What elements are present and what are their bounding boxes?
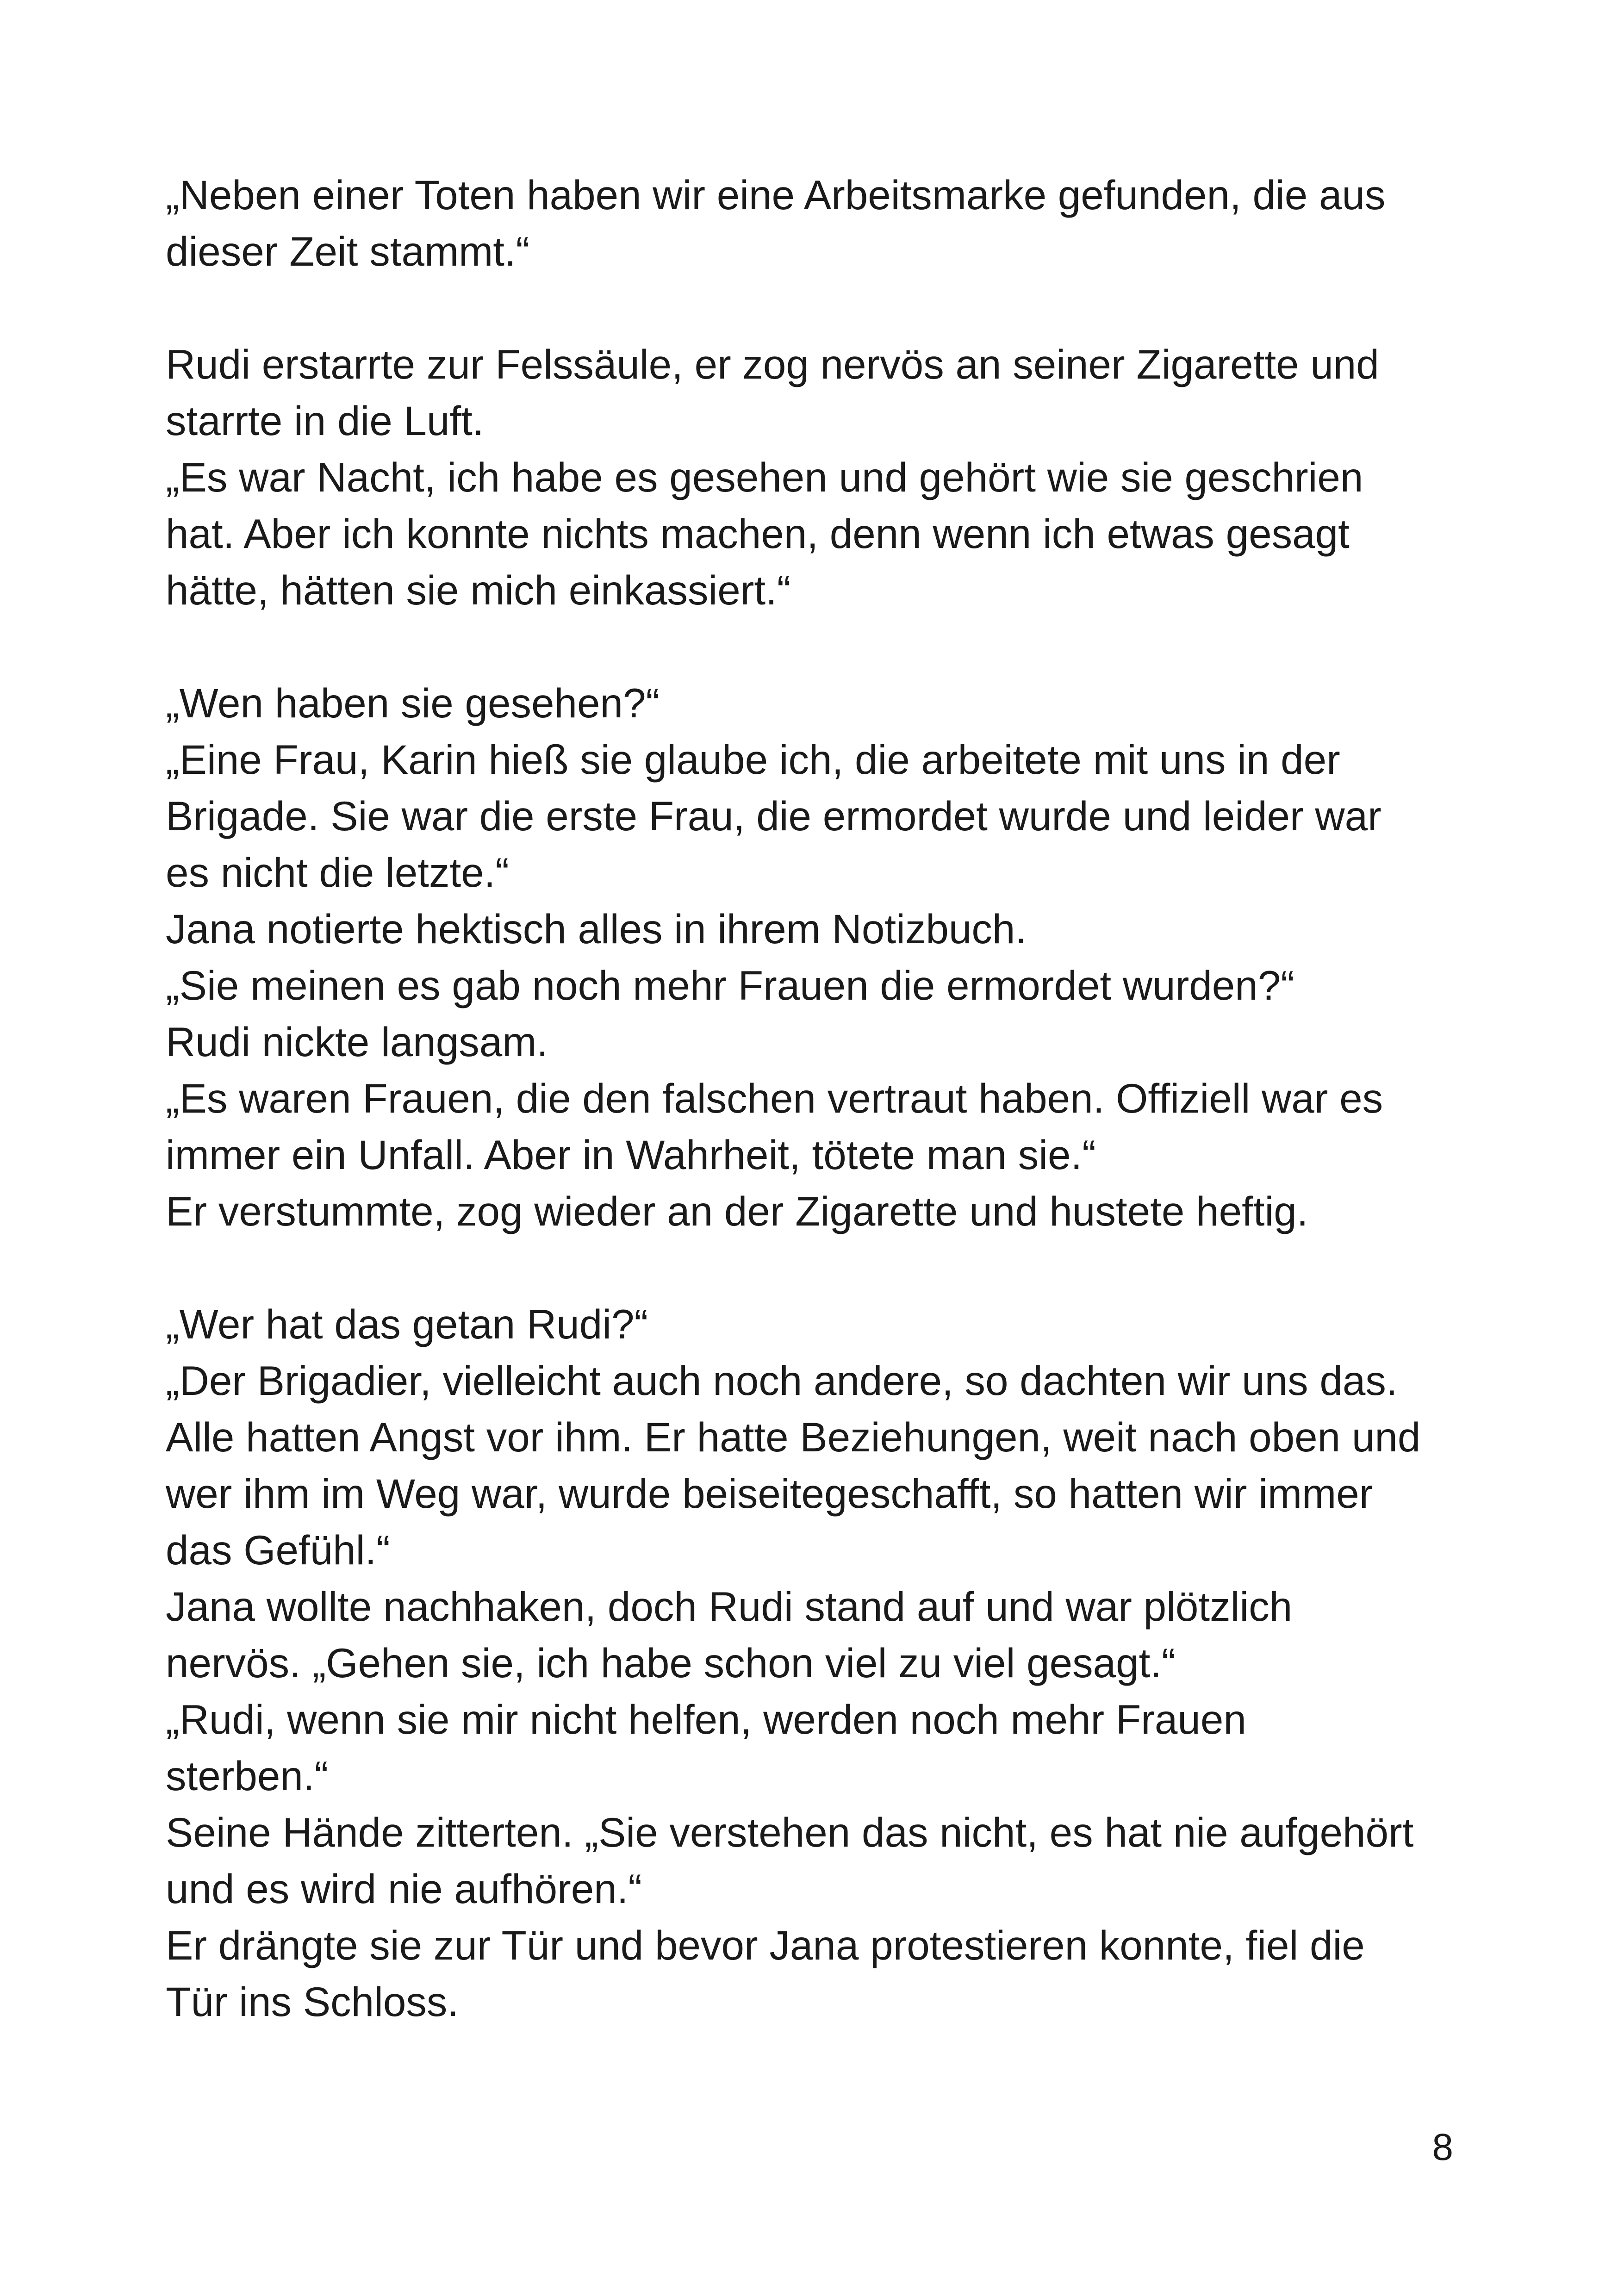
text-line: das Gefühl.“: [166, 1527, 390, 1573]
text-line: Er verstummte, zog wieder an der Zigarette und hustete heftig.: [166, 1188, 1308, 1234]
text-line: Tür ins Schloss.: [166, 1979, 459, 2025]
body-text: [166, 167, 1499, 2030]
text-line: immer ein Unfall. Aber in Wahrheit, tötete man sie.“: [166, 1132, 1096, 1178]
text-line: „Rudi, wenn sie mir nicht helfen, werden noch mehr Frauen: [166, 1696, 1246, 1742]
text-line: sterben.“: [166, 1753, 329, 1799]
text-line: „Wer hat das getan Rudi?“: [166, 1301, 648, 1347]
text-line: nervös. „Gehen sie, ich habe schon viel zu viel gesagt.“: [166, 1640, 1176, 1686]
text-line: es nicht die letzte.“: [166, 849, 510, 896]
text-line: „Sie meinen es gab noch mehr Frauen die ermordet wurden?“: [166, 962, 1294, 1008]
text-line: „Der Brigadier, vielleicht auch noch andere, so dachten wir uns das.: [166, 1357, 1398, 1404]
text-line: hat. Aber ich konnte nichts machen, denn wenn ich etwas gesagt: [166, 510, 1350, 557]
text-line: „Neben einer Toten haben wir eine Arbeitsmarke gefunden, die aus: [166, 172, 1386, 218]
text-line: Jana notierte hektisch alles in ihrem Notizbuch.: [166, 906, 1027, 952]
text-line: Alle hatten Angst vor ihm. Er hatte Beziehungen, weit nach oben und: [166, 1414, 1421, 1460]
paragraph-gap: [166, 280, 1499, 336]
text-line: Brigade. Sie war die erste Frau, die ermordet wurde und leider war: [166, 793, 1382, 839]
paragraph-gap: [166, 1239, 1499, 1296]
paragraph-gap: [166, 618, 1499, 675]
text-line: Rudi nickte langsam.: [166, 1019, 548, 1065]
text-line: „Es waren Frauen, die den falschen vertraut haben. Offiziell war es: [166, 1075, 1383, 1121]
text-line: und es wird nie aufhören.“: [166, 1866, 642, 1912]
text-line: wer ihm im Weg war, wurde beiseitegeschafft, so hatten wir immer: [166, 1470, 1373, 1517]
text-line: Rudi erstarrte zur Felssäule, er zog nervös an seiner Zigarette und: [166, 341, 1379, 387]
text-line: „Es war Nacht, ich habe es gesehen und gehört wie sie geschrien: [166, 454, 1363, 500]
text-line: „Eine Frau, Karin hieß sie glaube ich, die arbeitete mit uns in der: [166, 736, 1340, 783]
text-line: hätte, hätten sie mich einkassiert.“: [166, 567, 791, 613]
text-line: dieser Zeit stammt.“: [166, 228, 530, 274]
text-line: „Wen haben sie gesehen?“: [166, 680, 660, 726]
text-line: starrte in die Luft.: [166, 398, 484, 444]
text-line: Er drängte sie zur Tür und bevor Jana protestieren konnte, fiel die: [166, 1922, 1365, 1968]
text-line: Jana wollte nachhaken, doch Rudi stand auf und war plötzlich: [166, 1583, 1293, 1630]
text-line: Seine Hände zitterten. „Sie verstehen das nicht, es hat nie aufgehört: [166, 1809, 1414, 1855]
page-number: 8: [1432, 2126, 1453, 2168]
